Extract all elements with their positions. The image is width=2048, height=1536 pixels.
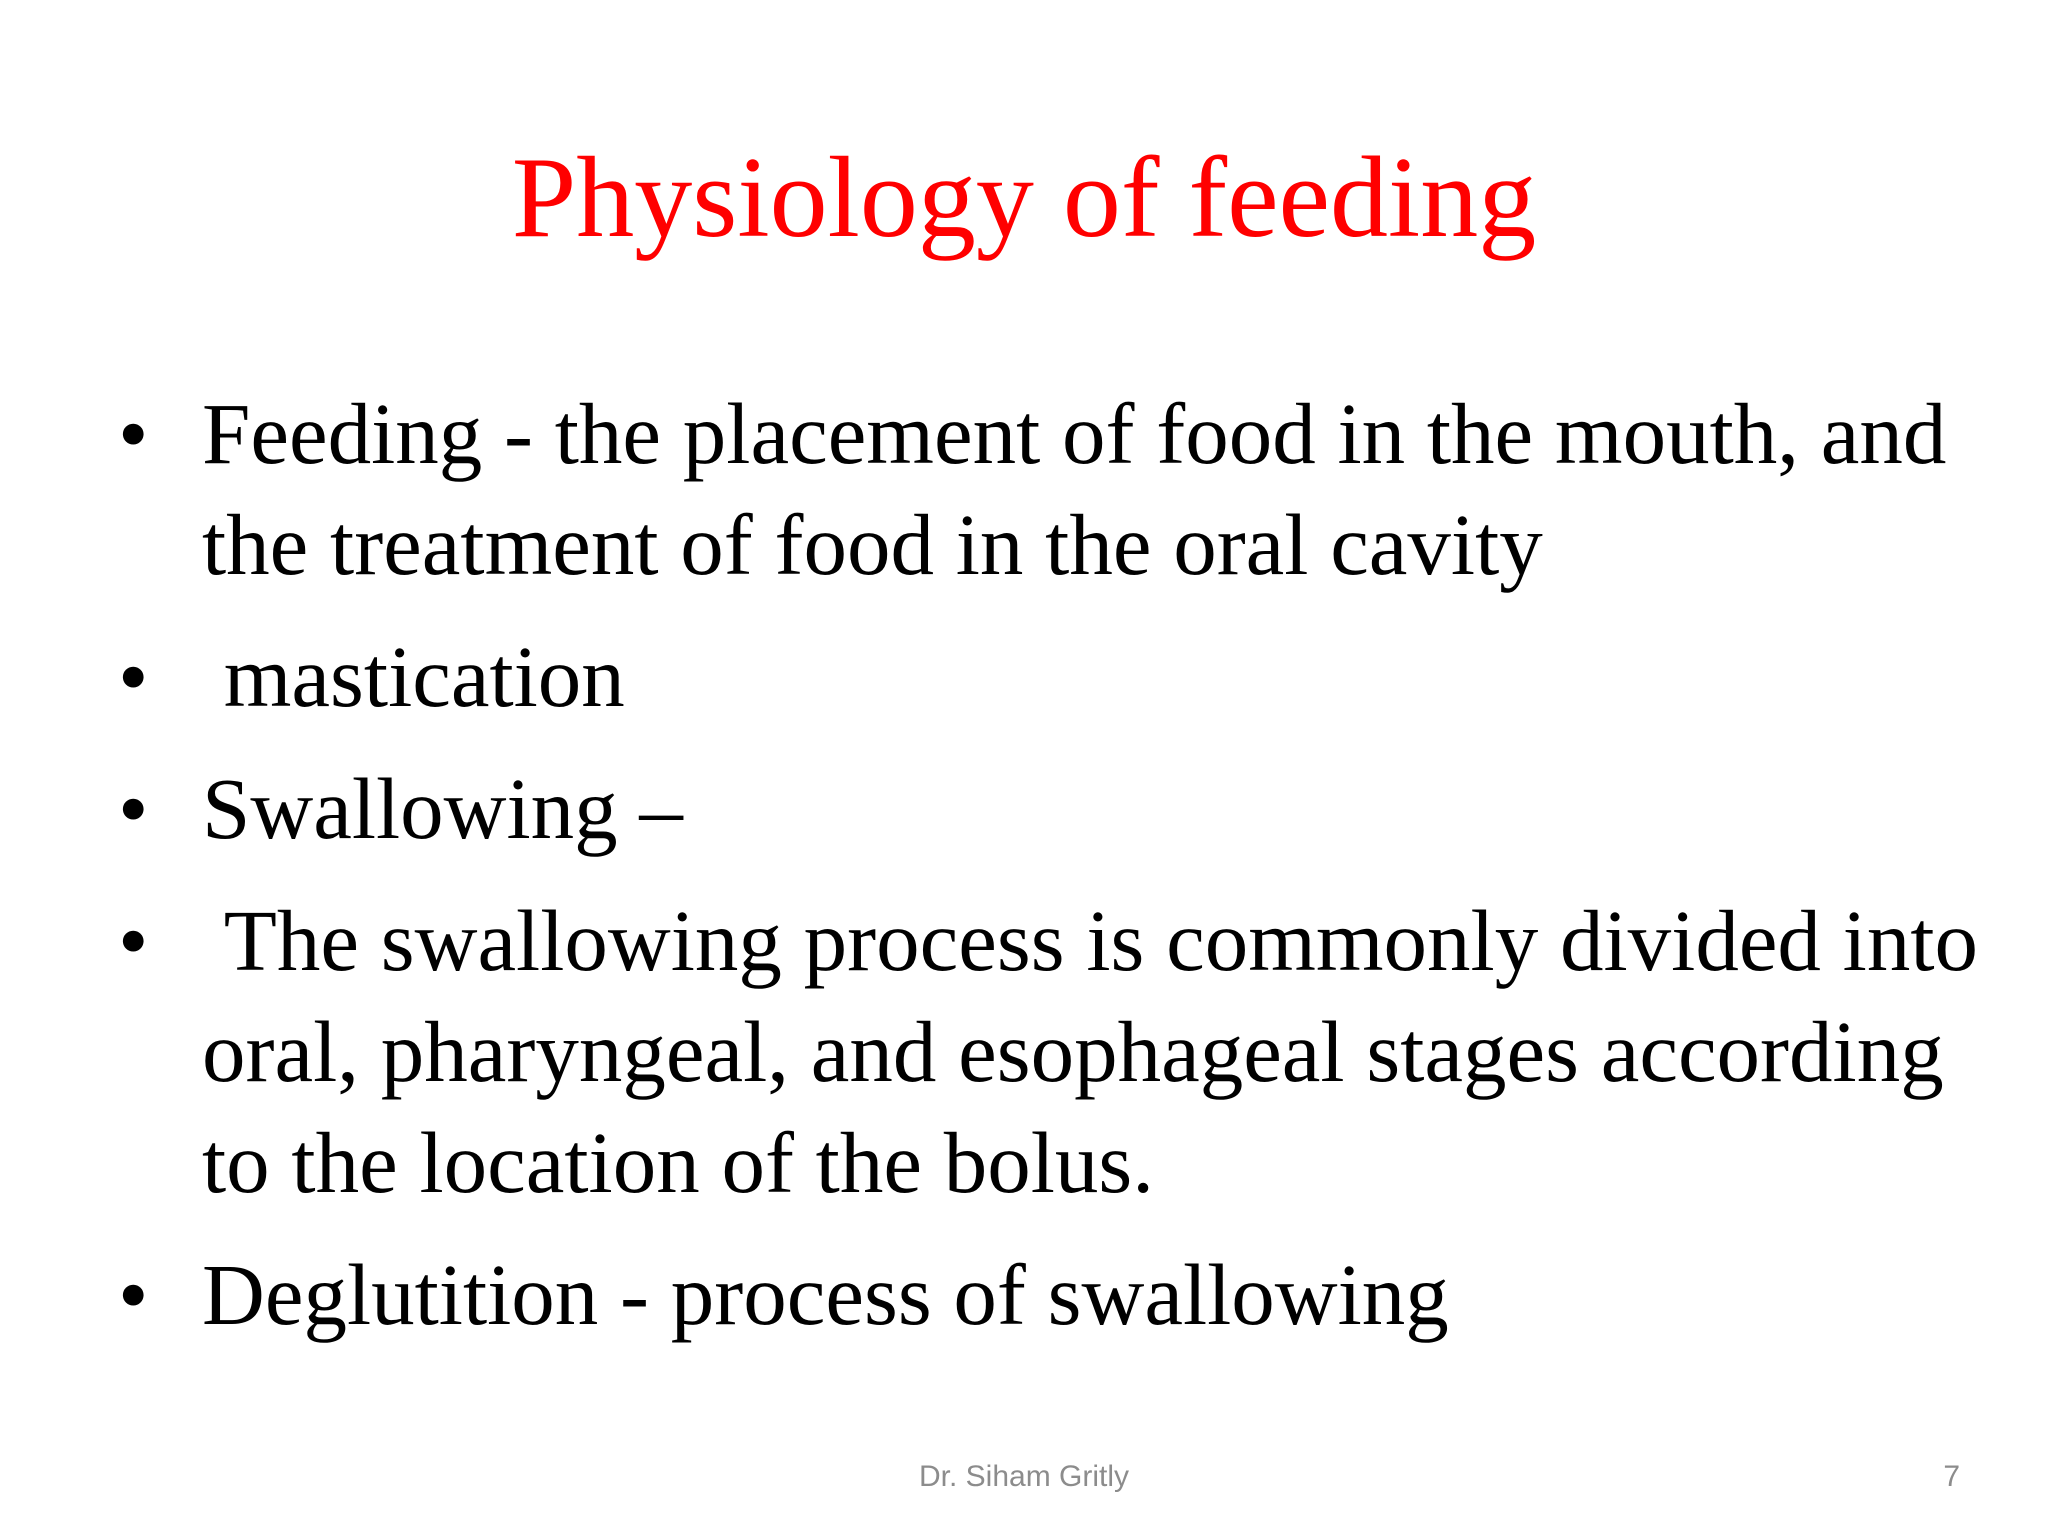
bullet-item-mastication [118, 621, 1998, 732]
bullet-item-swallowing-process [118, 885, 1998, 1218]
page-number: 7 [1943, 1460, 1960, 1493]
slide-title: Physiology of feeding [511, 134, 1537, 262]
bullet-text: Swallowing – [202, 760, 683, 857]
bullet-text: Feeding - the placement of food in the mouth, and the treatment of food in the oral cavity [202, 385, 1969, 593]
bullet-item-deglutition [118, 1239, 1998, 1350]
bullet-item-feeding [118, 378, 1998, 600]
bullet-dot-icon: • [118, 892, 149, 989]
bullet-dot-icon: • [118, 385, 149, 482]
bullet-list [118, 378, 1998, 1371]
bullet-dot-icon: • [118, 628, 149, 725]
bullet-text: Deglutition - process of swallowing [202, 1246, 1449, 1343]
footer-author: Dr. Siham Gritly [918, 1460, 1130, 1493]
bullet-dot-icon: • [118, 760, 149, 857]
bullet-dot-icon: • [118, 1246, 149, 1343]
bullet-item-swallowing [118, 753, 1998, 864]
bullet-text: The swallowing process is commonly divided into oral, pharyngeal, and esophageal stages according to the location of the bolus. [202, 892, 2000, 1211]
bullet-text: mastication [202, 628, 625, 725]
